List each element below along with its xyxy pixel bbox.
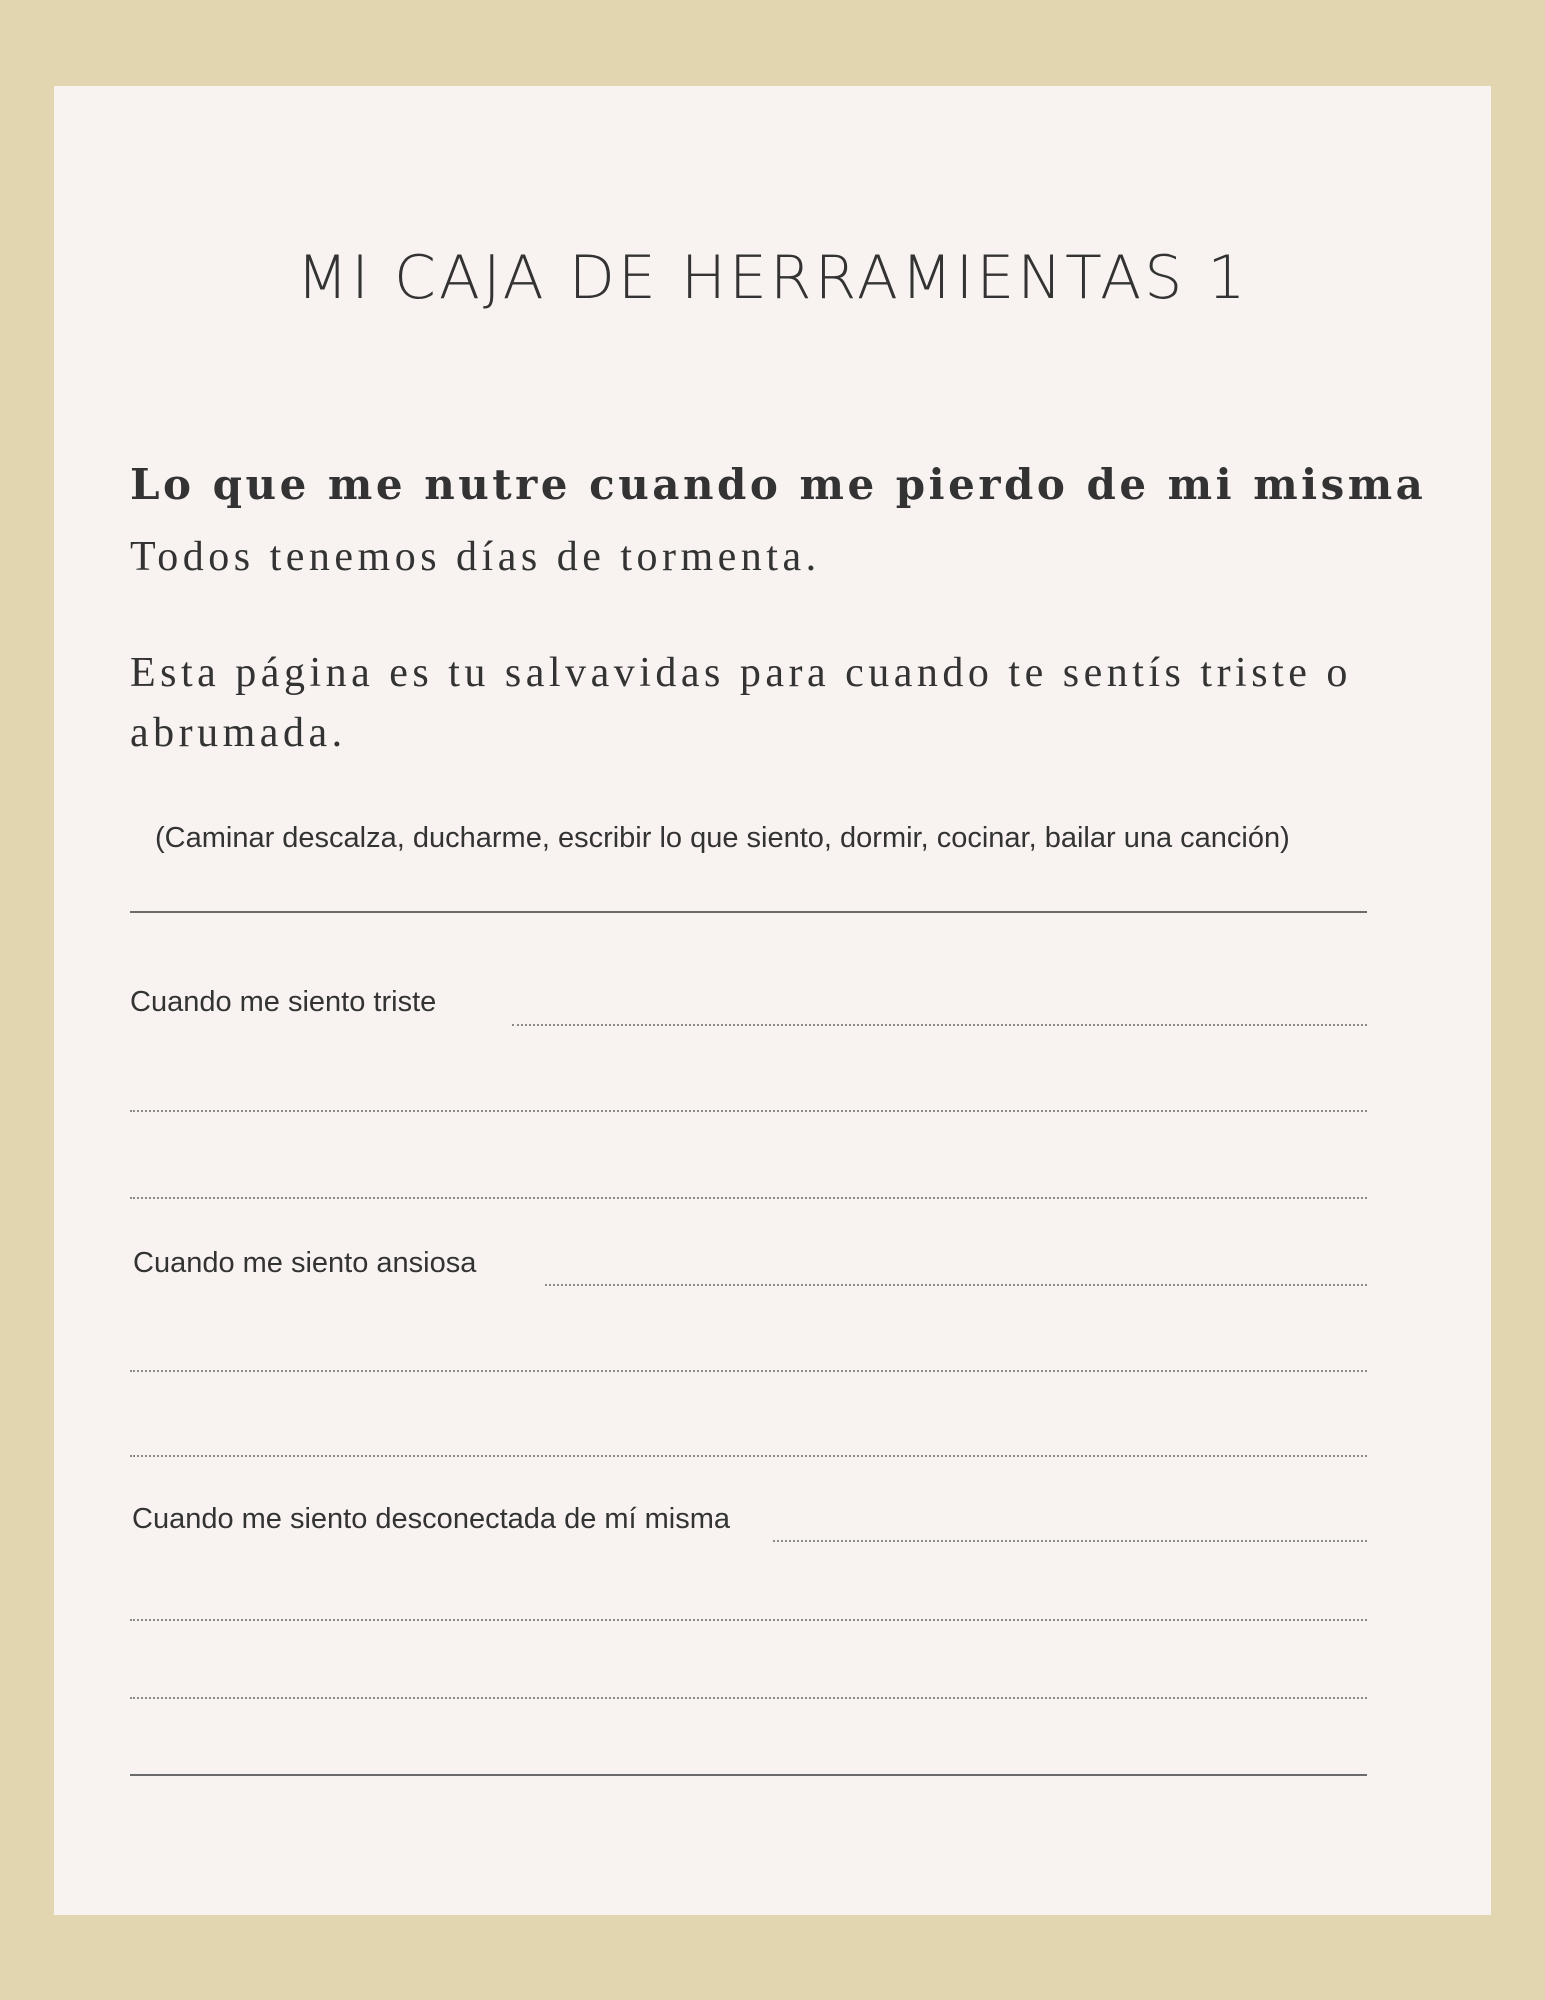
writing-line-triste-3[interactable]: [130, 1197, 1367, 1199]
prompt-label-desconectada: Cuando me siento desconectada de mí misma: [132, 1503, 731, 1535]
intro-line-2: Esta página es tu salvavidas para cuando te sentís triste o abrumada.: [130, 650, 1352, 756]
prompt-label-ansiosa: Cuando me siento ansiosa: [133, 1247, 477, 1279]
prompt-label-triste: Cuando me siento triste: [130, 986, 437, 1018]
divider-bottom: [130, 1774, 1367, 1776]
writing-line-ansiosa-2[interactable]: [130, 1370, 1367, 1372]
writing-line-desconectada-3[interactable]: [130, 1697, 1367, 1699]
writing-line-ansiosa-3[interactable]: [130, 1455, 1367, 1457]
divider-top: [130, 911, 1367, 913]
intro-line-1: Todos tenemos días de tormenta.: [130, 534, 821, 580]
writing-line-triste-2[interactable]: [130, 1110, 1367, 1112]
writing-line-desconectada-2[interactable]: [130, 1619, 1367, 1621]
page-title: MI CAJA DE HERRAMIENTAS 1: [296, 243, 1249, 313]
examples-text: (Caminar descalza, ducharme, escribir lo que siento, dormir, cocinar, bailar una canción): [155, 822, 1290, 854]
writing-line-triste-1[interactable]: [512, 1024, 1367, 1026]
writing-line-desconectada-1[interactable]: [773, 1540, 1367, 1542]
writing-line-ansiosa-1[interactable]: [545, 1284, 1367, 1286]
section-heading: Lo que me nutre cuando me pierdo de mi misma: [130, 460, 1427, 509]
